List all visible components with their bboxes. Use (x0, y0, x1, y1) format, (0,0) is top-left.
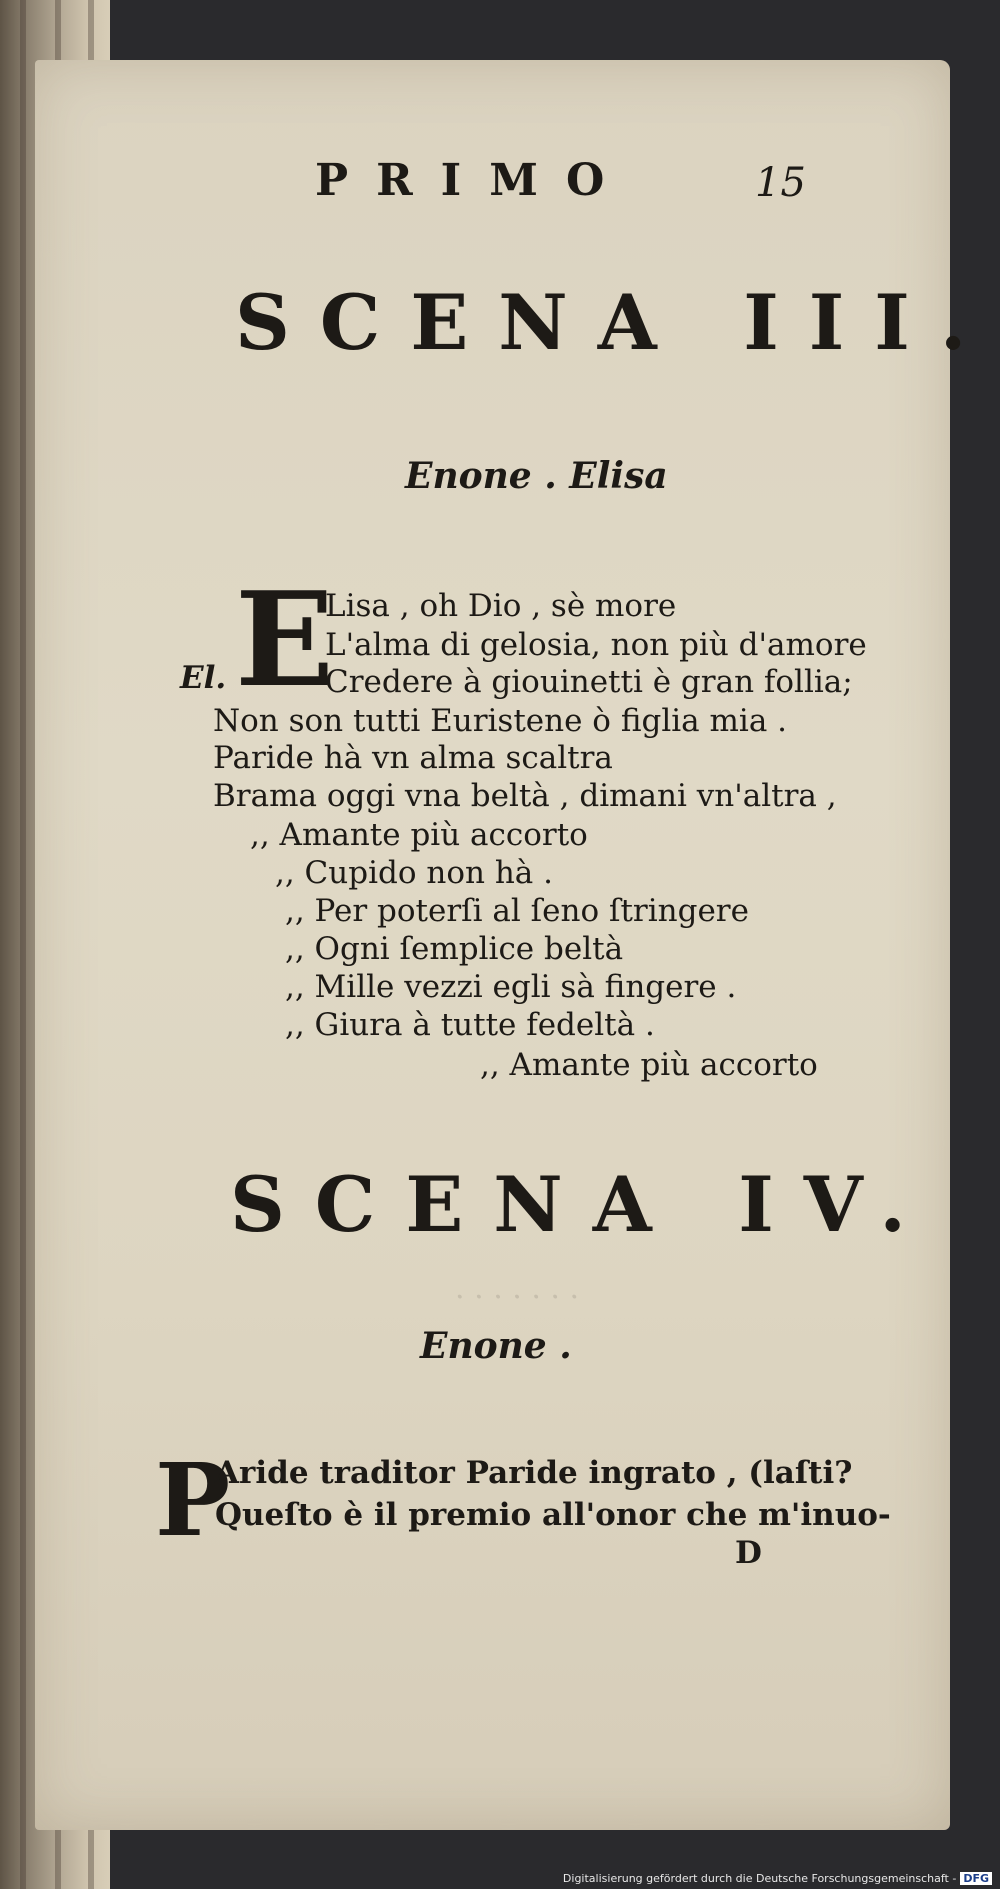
page-number: 15 (755, 160, 806, 206)
digitization-imprint (563, 1872, 992, 1885)
imprint-text: Digitalisierung gefördert durch die Deutsche Forschungsgemeinschaft - (562, 1872, 957, 1885)
verse-line: ,, Mille vezzi egli sà fingere . (285, 969, 737, 1005)
verse-line: Non son tutti Euristene ò figlia mia . (213, 703, 788, 739)
verse-line: Aride traditor Paride ingrato , (laſti? (215, 1455, 853, 1491)
verse-line: Brama oggi vna beltà , dimani vn'altra , (213, 778, 837, 814)
scene-3-title: SCENA III. (235, 278, 997, 367)
running-head: PRIMO (315, 155, 633, 206)
scene-3-speakers: Enone . Elisa (405, 455, 668, 497)
scene-4-dropcap: P (155, 1441, 231, 1559)
speaker-tag-elisa: El. (180, 660, 227, 696)
verse-line: Paride hà vn alma scaltra (213, 740, 613, 776)
verse-line: ,, Giura à tutte fedeltà . (285, 1007, 655, 1043)
verse-line: ,, Per poterſi al ſeno ſtringere (285, 893, 749, 929)
verse-line: L'alma di gelosia, non più d'amore (325, 627, 867, 663)
verse-line: ,, Amante più accorto (250, 817, 588, 853)
dfg-logo: DFG (960, 1872, 992, 1885)
verse-line: ,, Cupido non hà . (275, 855, 553, 891)
verse-line: ,, Amante più accorto (480, 1047, 818, 1083)
catchword: D (735, 1535, 762, 1571)
verse-line: Credere à giouinetti è gran follia; (325, 664, 853, 700)
scene-4-title: SCENA IV. (230, 1160, 936, 1249)
scene-4-speakers: Enone . (420, 1325, 572, 1367)
verse-line: Queſto è il premio all'onor che m'inuo- (215, 1497, 891, 1533)
leaf-edge (20, 0, 26, 1889)
scene-3-dropcap: E (235, 563, 335, 716)
verse-line: ,, Ogni ſemplice beltà (285, 931, 624, 967)
verse-line: Lisa , oh Dio , sè more (325, 588, 677, 624)
book-page (35, 60, 997, 1830)
bleed-through: · · · · · · · (455, 1280, 579, 1315)
